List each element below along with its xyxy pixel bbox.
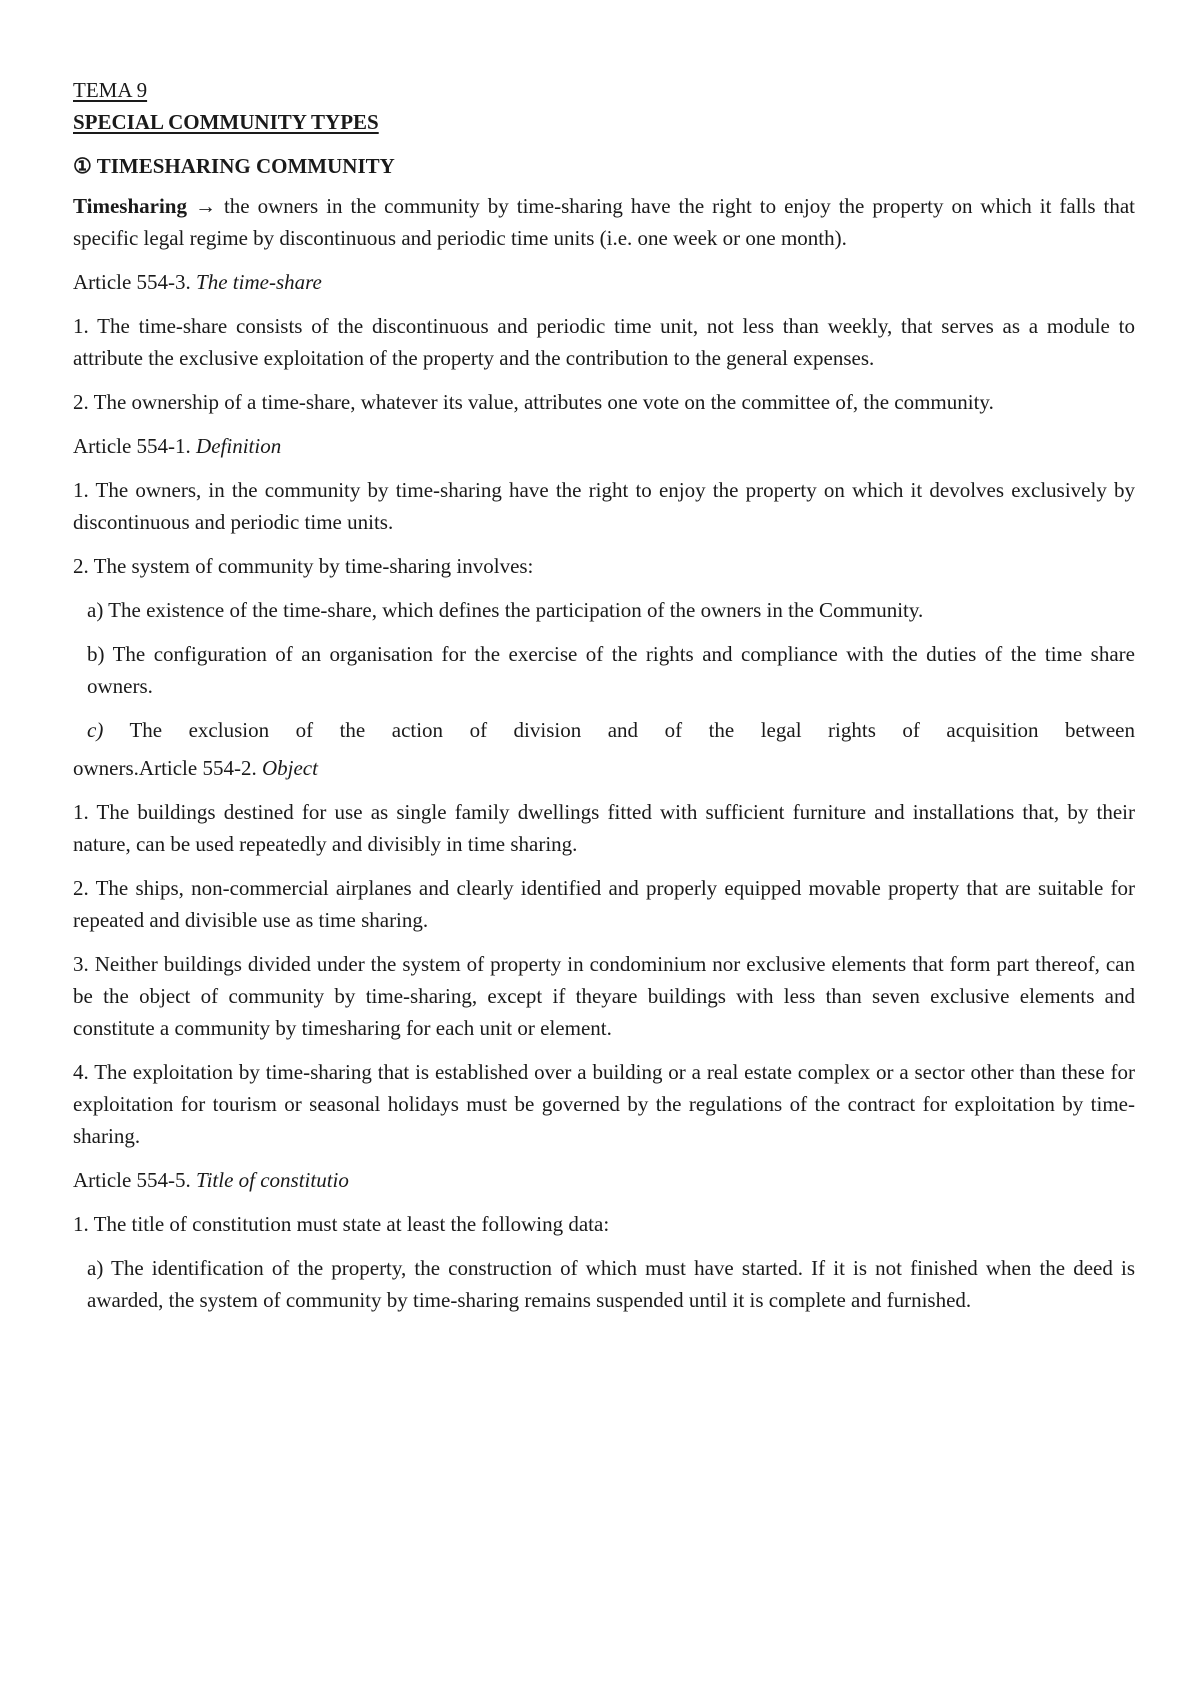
item-c-label: c)	[87, 718, 104, 742]
document-page	[73, 74, 1135, 1328]
article-name: The time-share	[196, 270, 322, 294]
tema-heading: TEMA 9	[73, 78, 148, 102]
article-number: Article 554-5.	[73, 1168, 197, 1192]
article-554-3-paragraph-2: 2. The ownership of a time-share, whatever its value, attributes one vote on the committee of, the community.	[73, 390, 994, 414]
article-554-2-heading	[73, 752, 1135, 784]
article-554-1-paragraph-2: 2. The system of community by time-sharing involves:	[73, 554, 534, 578]
article-554-2-paragraph-3: 3. Neither buildings divided under the system of property in condominium nor exclusive elements that form part thereof, can be the object of community by time-sharing, except if theyare buildings with less than seven exclusive elements and constitute a community by timesharing for each unit or element.	[73, 952, 1135, 1040]
article-554-1-item-b: b) The configuration of an organisation for the exercise of the rights and compliance with the duties of the time share owners.	[87, 642, 1135, 698]
intro-arrow: →	[186, 194, 224, 218]
item-c-continuation: owners.	[73, 756, 139, 780]
page-title: SPECIAL COMMUNITY TYPES	[73, 110, 379, 134]
article-554-1-heading	[73, 430, 1135, 462]
section-title: ① TIMESHARING COMMUNITY	[73, 154, 395, 178]
article-554-5-heading	[73, 1164, 1135, 1196]
article-554-1-item-c	[73, 714, 1135, 746]
article-554-2-paragraph-1: 1. The buildings destined for use as single family dwellings fitted with sufficient furniture and installations that, by their nature, can be used repeatedly and divisibly in time sharing.	[73, 800, 1135, 856]
article-554-2-paragraph-4: 4. The exploitation by time-sharing that is established over a building or a real estate complex or a sector other than these for exploitation for tourism or seasonal holidays must be governed by the regulations of the contract for exploitation by time-sharing.	[73, 1060, 1135, 1148]
item-c-text: The exclusion of the action of division and of the legal rights of acquisition between	[103, 718, 1135, 742]
article-554-3-heading	[73, 266, 1135, 298]
intro-term: Timesharing	[73, 194, 187, 218]
article-554-3-paragraph-1: 1. The time-share consists of the discontinuous and periodic time unit, not less than weekly, that serves as a module to attribute the exclusive exploitation of the property and the contribution to the general expenses.	[73, 314, 1135, 370]
article-554-2-paragraph-2: 2. The ships, non-commercial airplanes and clearly identified and properly equipped movable property that are suitable for repeated and divisible use as time sharing.	[73, 876, 1135, 932]
article-number: Article 554-1.	[73, 434, 197, 458]
intro-paragraph	[73, 190, 1135, 254]
article-name: Title of constitutio	[196, 1168, 349, 1192]
intro-text: the owners in the community by time-sharing have the right to enjoy the property on which it falls that specific legal regime by discontinuous and periodic time units (i.e. one week or one month).	[73, 194, 1136, 250]
article-554-5-paragraph-1: 1. The title of constitution must state at least the following data:	[73, 1212, 610, 1236]
article-554-1-item-a: a) The existence of the time-share, which defines the participation of the owners in the Community.	[87, 598, 924, 622]
article-name: Definition	[196, 434, 282, 458]
article-number: Article 554-3.	[73, 270, 197, 294]
article-554-1-paragraph-1: 1. The owners, in the community by time-sharing have the right to enjoy the property on which it devolves exclusively by discontinuous and periodic time units.	[73, 478, 1135, 534]
article-name: Object	[261, 756, 318, 780]
article-554-5-item-a: a) The identification of the property, the construction of which must have started. If it is not finished when the deed is awarded, the system of community by time-sharing remains suspended until it is complete and furnished.	[87, 1256, 1135, 1312]
article-number: Article 554-2.	[138, 756, 262, 780]
